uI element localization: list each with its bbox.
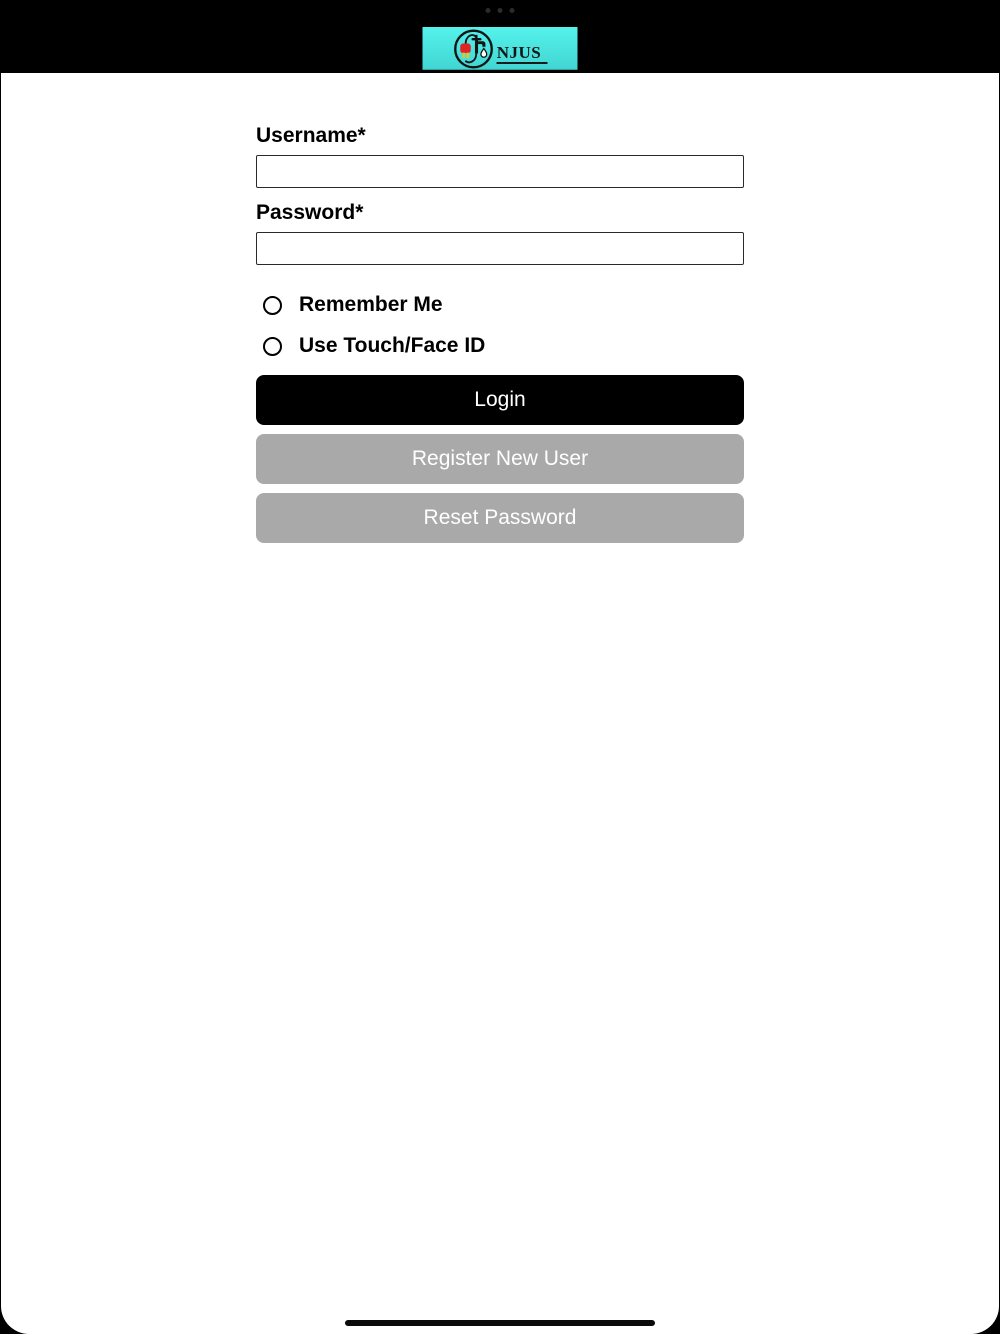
- logo-wordmark: NJUS: [497, 44, 548, 64]
- username-input[interactable]: [256, 155, 744, 188]
- touch-face-id-radio-icon[interactable]: [263, 337, 282, 356]
- password-label: Password*: [256, 201, 364, 224]
- username-label: Username*: [256, 124, 366, 147]
- app-header: [1, 0, 999, 73]
- login-button[interactable]: Login: [256, 375, 744, 425]
- touch-face-id-label: Use Touch/Face ID: [299, 334, 486, 357]
- reset-password-button[interactable]: Reset Password: [256, 493, 744, 543]
- njus-logo: [423, 27, 578, 70]
- remember-me-option[interactable]: [256, 294, 744, 316]
- plug-and-faucet-logo-icon: [453, 28, 495, 70]
- touch-face-id-option[interactable]: [256, 335, 744, 357]
- home-indicator[interactable]: [345, 1320, 655, 1326]
- app-screen: [1, 0, 999, 1334]
- remember-me-label: Remember Me: [299, 293, 443, 316]
- multitask-dots-icon[interactable]: [486, 8, 515, 13]
- password-input[interactable]: [256, 232, 744, 265]
- register-new-user-button[interactable]: Register New User: [256, 434, 744, 484]
- login-form: [256, 73, 744, 543]
- remember-me-radio-icon[interactable]: [263, 296, 282, 315]
